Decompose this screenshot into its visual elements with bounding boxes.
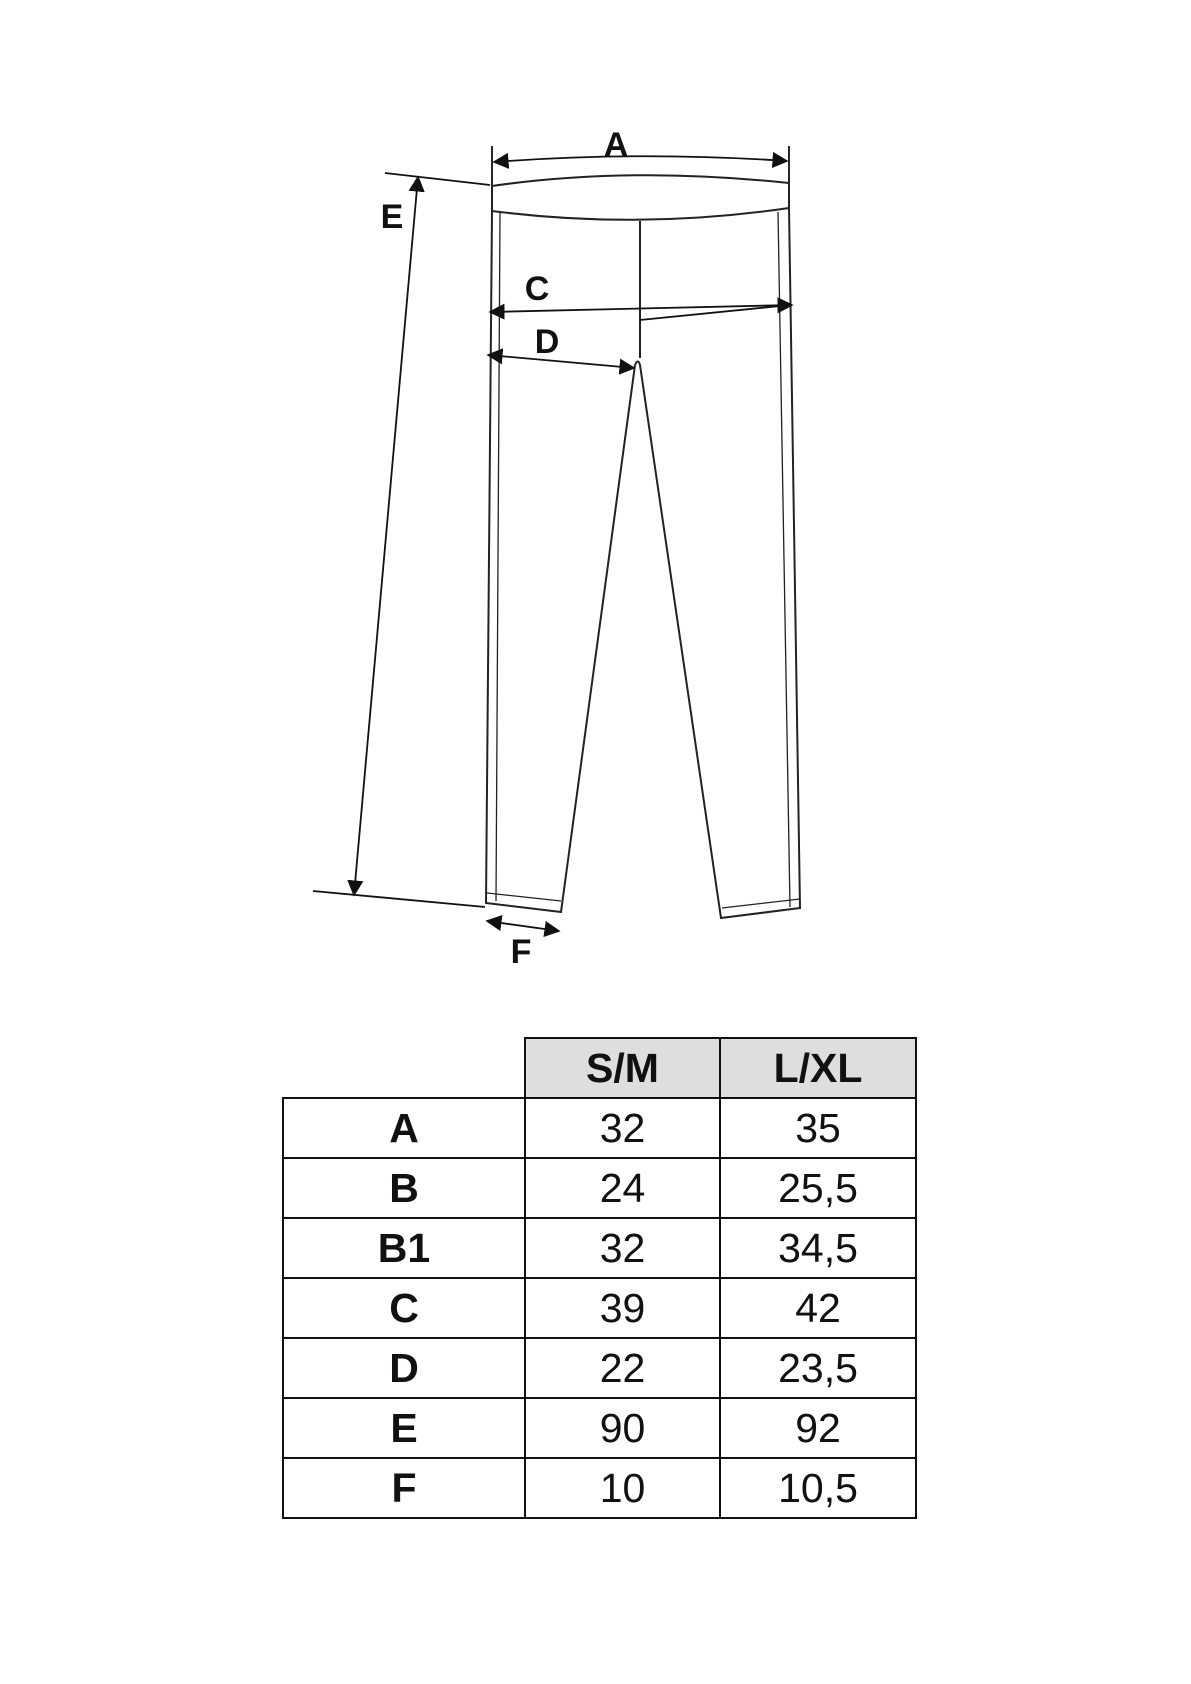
a-arrow [494,156,787,162]
column-header-sm: S/M [525,1038,720,1098]
label-e: E [380,198,404,236]
value-sm: 32 [525,1098,720,1158]
value-lxl: 42 [720,1278,916,1338]
table-row [283,1338,916,1398]
value-sm: 39 [525,1278,720,1338]
value-sm: 90 [525,1398,720,1458]
value-sm: 32 [525,1218,720,1278]
f-arrow [487,921,559,931]
right-hem-line [722,899,800,908]
table-row [283,1098,916,1158]
right-leg [640,208,800,918]
row-label: B1 [283,1218,525,1278]
size-header-row [283,1038,916,1098]
table-row [283,1278,916,1338]
row-label: E [283,1398,525,1458]
row-label: F [283,1458,525,1518]
label-d: D [534,323,560,361]
label-f: F [510,933,532,971]
d-arrow [488,355,634,368]
value-lxl: 35 [720,1098,916,1158]
column-header-lxl: L/XL [720,1038,916,1098]
left-leg [486,211,635,912]
value-lxl: 25,5 [720,1158,916,1218]
table-row [283,1218,916,1278]
table-corner [283,1038,525,1098]
e-bottom-extension [313,891,485,907]
right-side-seam [778,212,790,907]
waistband [492,175,789,220]
table-row [283,1158,916,1218]
e-top-extension [385,173,490,185]
row-label: B [283,1158,525,1218]
row-label: C [283,1278,525,1338]
left-side-seam [496,212,500,901]
value-sm: 24 [525,1158,720,1218]
value-lxl: 92 [720,1398,916,1458]
crotch [635,362,640,366]
e-arrow [354,177,418,895]
leggings-inner-seams [487,212,800,908]
value-sm: 22 [525,1338,720,1398]
label-a: A [603,126,629,164]
value-lxl: 10,5 [720,1458,916,1518]
table-row [283,1458,916,1518]
value-lxl: 34,5 [720,1218,916,1278]
row-label: D [283,1338,525,1398]
value-sm: 10 [525,1458,720,1518]
label-c: C [524,270,550,308]
table-row [283,1398,916,1458]
row-label: A [283,1098,525,1158]
left-hem-line [487,893,561,901]
measurement-lines [313,146,792,931]
value-lxl: 23,5 [720,1338,916,1398]
size-table [282,1037,917,1519]
